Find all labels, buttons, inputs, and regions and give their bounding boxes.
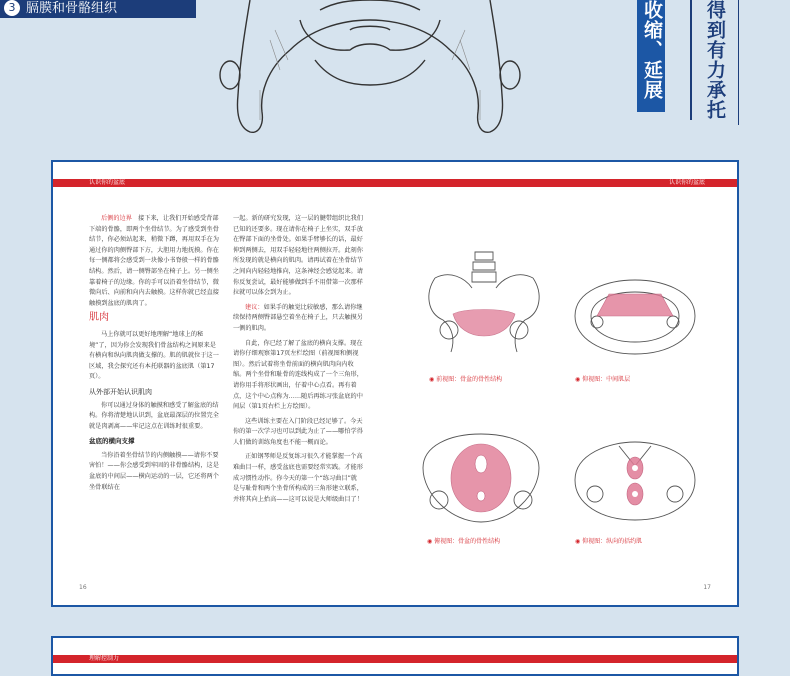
paragraph: 自此，你已经了解了盆底的横向支撑。现在请你仔细观察第17页左栏绘图（前视图和侧视图）。然后试着将坐骨前面的横向肌肉向内收缩。两个坐骨和耻骨的连线构成了一个三角形，请你用手将形状画出，仔着中心点看。再有着点，这个中心点称为……随后再练习张盆底的中间层（第1页右栏上方绘图）。 xyxy=(233,339,363,411)
paragraph-lead xyxy=(89,214,219,309)
vertical-slogan-blue: 收缩、延展 xyxy=(637,0,665,112)
book-spread xyxy=(51,160,739,607)
right-running-header: 认识你的盆底 xyxy=(668,179,705,186)
left-page-number: 16 xyxy=(79,584,87,591)
left-running-header: 认识你的盆底 xyxy=(89,179,126,186)
text-column-1 xyxy=(89,214,219,497)
pelvis-top-view-figure xyxy=(419,428,543,528)
right-page-number: 17 xyxy=(703,584,711,591)
tip-text: 如果手的触觉比较敏感，那么请你继续保持两侧臀部悬空着坐在椅子上，只去触摸另一侧的肌肉。 xyxy=(233,303,363,332)
vertical-divider xyxy=(690,0,692,120)
section-number-badge: 3 xyxy=(4,0,20,16)
figure-caption-3: ◉ 俯视图：骨盆的骨性结构 xyxy=(427,536,500,545)
next-left-running-header: 理解控制力 xyxy=(89,655,120,662)
text-column-2 xyxy=(233,214,363,509)
paragraph: 一起。新的研究发现，这一层的腱带组织比我们已知的还要多。现在请你在椅子上坐实，双手放在臀部下面的坐骨处。如果手臂够长的话，最好伸到两侧去，用双手轻轻地往两侧拉开。此刻你所发现的就是横向的肌肉。请再试着在坐骨结节之间向内轻轻地推向，这条神经会感觉起来。请你反复尝试，最好能够做到手不用借第一次那样拉就可以体会到为止。 xyxy=(233,215,363,297)
paragraph: 马上你就可以更好地理解“地球上的秘境”了，因为你会发现我们骨盆结构之间原来是有横向和纵向肌肉做支撑的。肌的肌就位于这一区域，我会探究还有本托联器的盆底肌（第17页）。 xyxy=(89,330,219,381)
figure-caption-2: ◉ 仰视图：中间肌层 xyxy=(575,374,630,383)
paragraph: 你可以通过身体的触摸和感受了解盆底的结构。你将清楚地认识到，盆底最深层的位置完全就是肉剥离——牢记这点在训练时很重要。 xyxy=(89,401,219,430)
top-pelvis-illustration xyxy=(200,0,540,135)
vertical-slogan-plain: 得到有力承托 xyxy=(704,0,726,120)
section-heading: 肌肉 xyxy=(89,312,109,324)
paragraph-tip xyxy=(233,303,363,335)
lead-text: 接下来，让我们开始感受背部下端的骨骼，即两个坐骨结节。为了感受到坐骨结节，你必须站起来，稍微下蹲，再用双手在为通过你的肉侧臀部下方，大胆用力地抚摸。你在每一侧都将会感受到一块像小书脊般一样的骨骼结构。然后，请一侧臀部坐在椅子上。另一侧坐靠着椅子的边缘。你的手可以沿着坐骨结节，微微向后、向前和向内去触摸。这样你就已经直接触摸到盆底的肌肉了。 xyxy=(89,215,219,307)
paragraph: 正如钢琴师是反复练习很久才能掌握一个高难曲目一样，感受盆底也需要经常实践。才能形成习惯性动作。你今天的第一个“练习曲目”就是与耻骨和两个坐骨所构成的三角形建立联系，并将其向上抬高——这可以说是大师级曲目了！ xyxy=(233,453,363,503)
header-band xyxy=(53,179,737,187)
paragraph: 当你沿着坐骨结节的内侧触摸——请你不要害怕！——你会感受到牢固的非骨骼结构，这是盆底的中间层——横向运动的一层，它还将两个坐骨联结在 xyxy=(89,451,219,491)
section-tag xyxy=(0,0,196,18)
lead-label: 后侧的边界 xyxy=(101,215,132,222)
figure-caption-1: ◉ 前视图：骨盆的骨性结构 xyxy=(429,374,502,383)
pelvis-front-view-figure xyxy=(425,248,543,356)
figure-caption-4: ◉ 仰视图：纵向的括约肌 xyxy=(575,536,642,545)
next-header-band xyxy=(53,655,737,663)
subheading: 从外部开始认识肌肉 xyxy=(89,387,152,396)
paragraph: 这些训练主要在入门阶段已经足够了。今天你的第一次学习也可以到此为止了——哪怕学得人们做的训练角度也不能一概而论。 xyxy=(233,417,363,446)
pelvis-bottom-view-middle-layer-figure xyxy=(569,276,701,358)
next-book-spread xyxy=(51,636,739,676)
section-tag-text: 膈膜和骨骼组织 xyxy=(26,1,118,16)
pelvis-bottom-view-sphincter-figure xyxy=(569,436,701,526)
bold-subheading: 盆底的横向支撑 xyxy=(89,437,135,446)
vertical-divider-2 xyxy=(738,0,739,125)
tip-label: 建议： xyxy=(245,303,264,311)
